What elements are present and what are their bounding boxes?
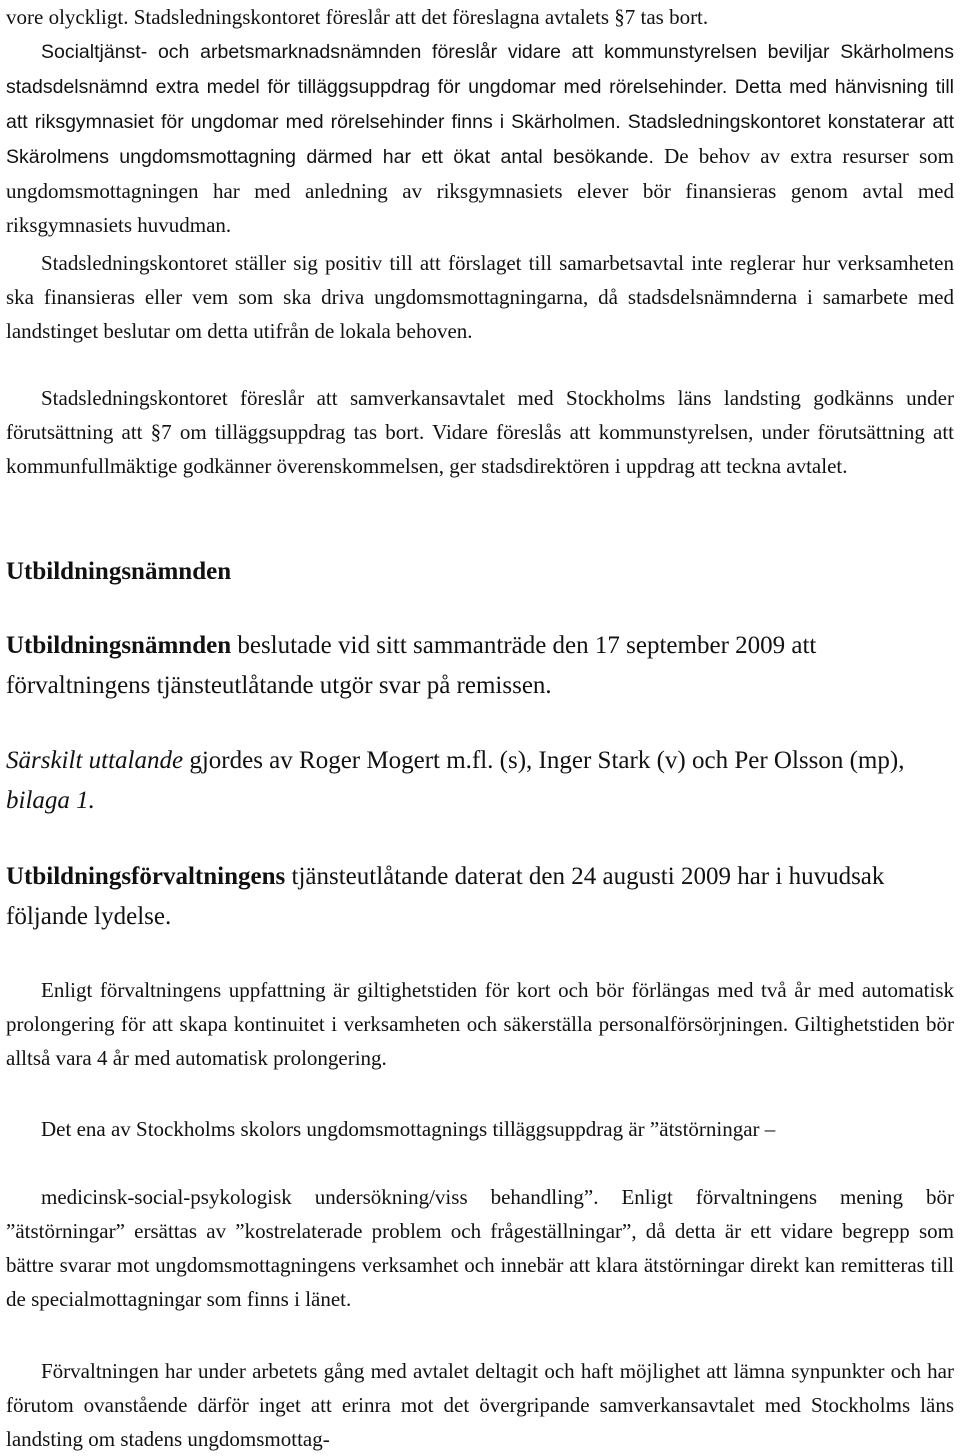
paragraph-proposal: Stadsledningskontoret föreslår att samverkansavtalet med Stockholms läns landsting godkänns under förutsättning att §7 om tilläggsuppdrag tas bort. Vidare föreslås att kommunstyrelsen, under förutsättning att kommunfullmäktige godkänner överenskommelsen, ger stadsdirektören i uppdrag att teckna avtalet. — [6, 386, 954, 478]
statement-italic: Särskilt uttalande — [6, 747, 184, 774]
quote-conclusion: Förvaltningen har under arbetets gång med avtalet deltagit och haft möjlighet att lämna synpunkter och har förutom ovanstående därför inget att erinra mot det övergripande samverkansavtalet med Stockholms läns landsting om stadens ungdomsmottag- — [6, 1359, 954, 1451]
statement-text: gjordes av Roger Mogert m.fl. (s), Inger Stark (v) och Per Olsson (mp), — [183, 747, 905, 774]
quote-eating-disorders-line: Det ena av Stockholms skolors ungdomsmottagnings tilläggsuppdrag är ”ätstörningar – — [41, 1117, 776, 1141]
report-text: tjänsteutlåtande daterat den 24 augusti 2009 har i huvudsak följande lydelse. — [6, 863, 885, 930]
quote-validity: Enligt förvaltningens uppfattning är giltighetstiden för kort och bör förlängas med två år med automatisk prolongering för att skapa kontinuitet i verksamheten och säkerställa personalförsörjningen. Giltighetstiden bör alltså vara 4 år med automatisk prolongering. — [6, 978, 954, 1070]
report-bold: Utbildningsförvaltningens — [6, 863, 286, 890]
decision-bold: Utbildningsnämnden — [6, 632, 232, 659]
report-paragraph — [6, 857, 954, 937]
intro-sans-text: Socialtjänst- och arbetsmarknadsnämnden föreslår vidare att kommunstyrelsen beviljar Skärholmens stadsdelsnämnd extra medel för tilläggsuppdrag för ungdomar med rörelsehinder. Detta med hänvisning till att riksgymnasiet för ungdomar med rörelsehinder finns i Skärholmen. Stadsledningskontoret konstaterar att Skärolmens ungdomsmottagning därmed har ett ökat antal besökande. — [6, 41, 954, 168]
intro-serif-text: vore olyckligt. Stadsledningskontoret föreslår att det föreslagna avtalets §7 tas bort. — [6, 5, 709, 29]
intro-serif-tail: De behov av extra resurser som ungdomsmottagningen har med anledning av riksgymnasiets elever bör finansieras genom avtal med riksgymnasiets huvudman. — [6, 144, 954, 237]
statement-annex: bilaga 1. — [6, 787, 95, 814]
section-heading: Utbildningsnämnden — [6, 558, 232, 585]
decision-paragraph — [6, 626, 954, 706]
paragraph-positive-stance: Stadsledningskontoret ställer sig positiv till att förslaget till samarbetsavtal inte reglerar hur verksamheten ska finansieras eller vem som ska driva ungdomsmottagningarna, då stadsdelsnämnderna i samarbete med landstinget beslutar om detta utifrån de lokala behoven. — [6, 251, 954, 343]
statement-paragraph — [6, 741, 954, 821]
decision-text: beslutade vid sitt sammanträde den 17 september 2009 att förvaltningens tjänsteutlåtande utgör svar på remissen. — [6, 632, 817, 699]
intro-paragraph — [6, 0, 954, 242]
quote-eating-disorders: medicinsk-social-psykologisk undersökning/viss behandling”. Enligt förvaltningens mening bör ”ätstörningar” ersättas av ”kostrelaterade problem och frågeställningar”, då detta är ett vidare begrepp som bättre svarar mot ungdomsmottagningens verksamhet och innebär att klara ätstörningar direkt kan remitteras till de specialmottagningar som finns i länet. — [6, 1185, 954, 1311]
